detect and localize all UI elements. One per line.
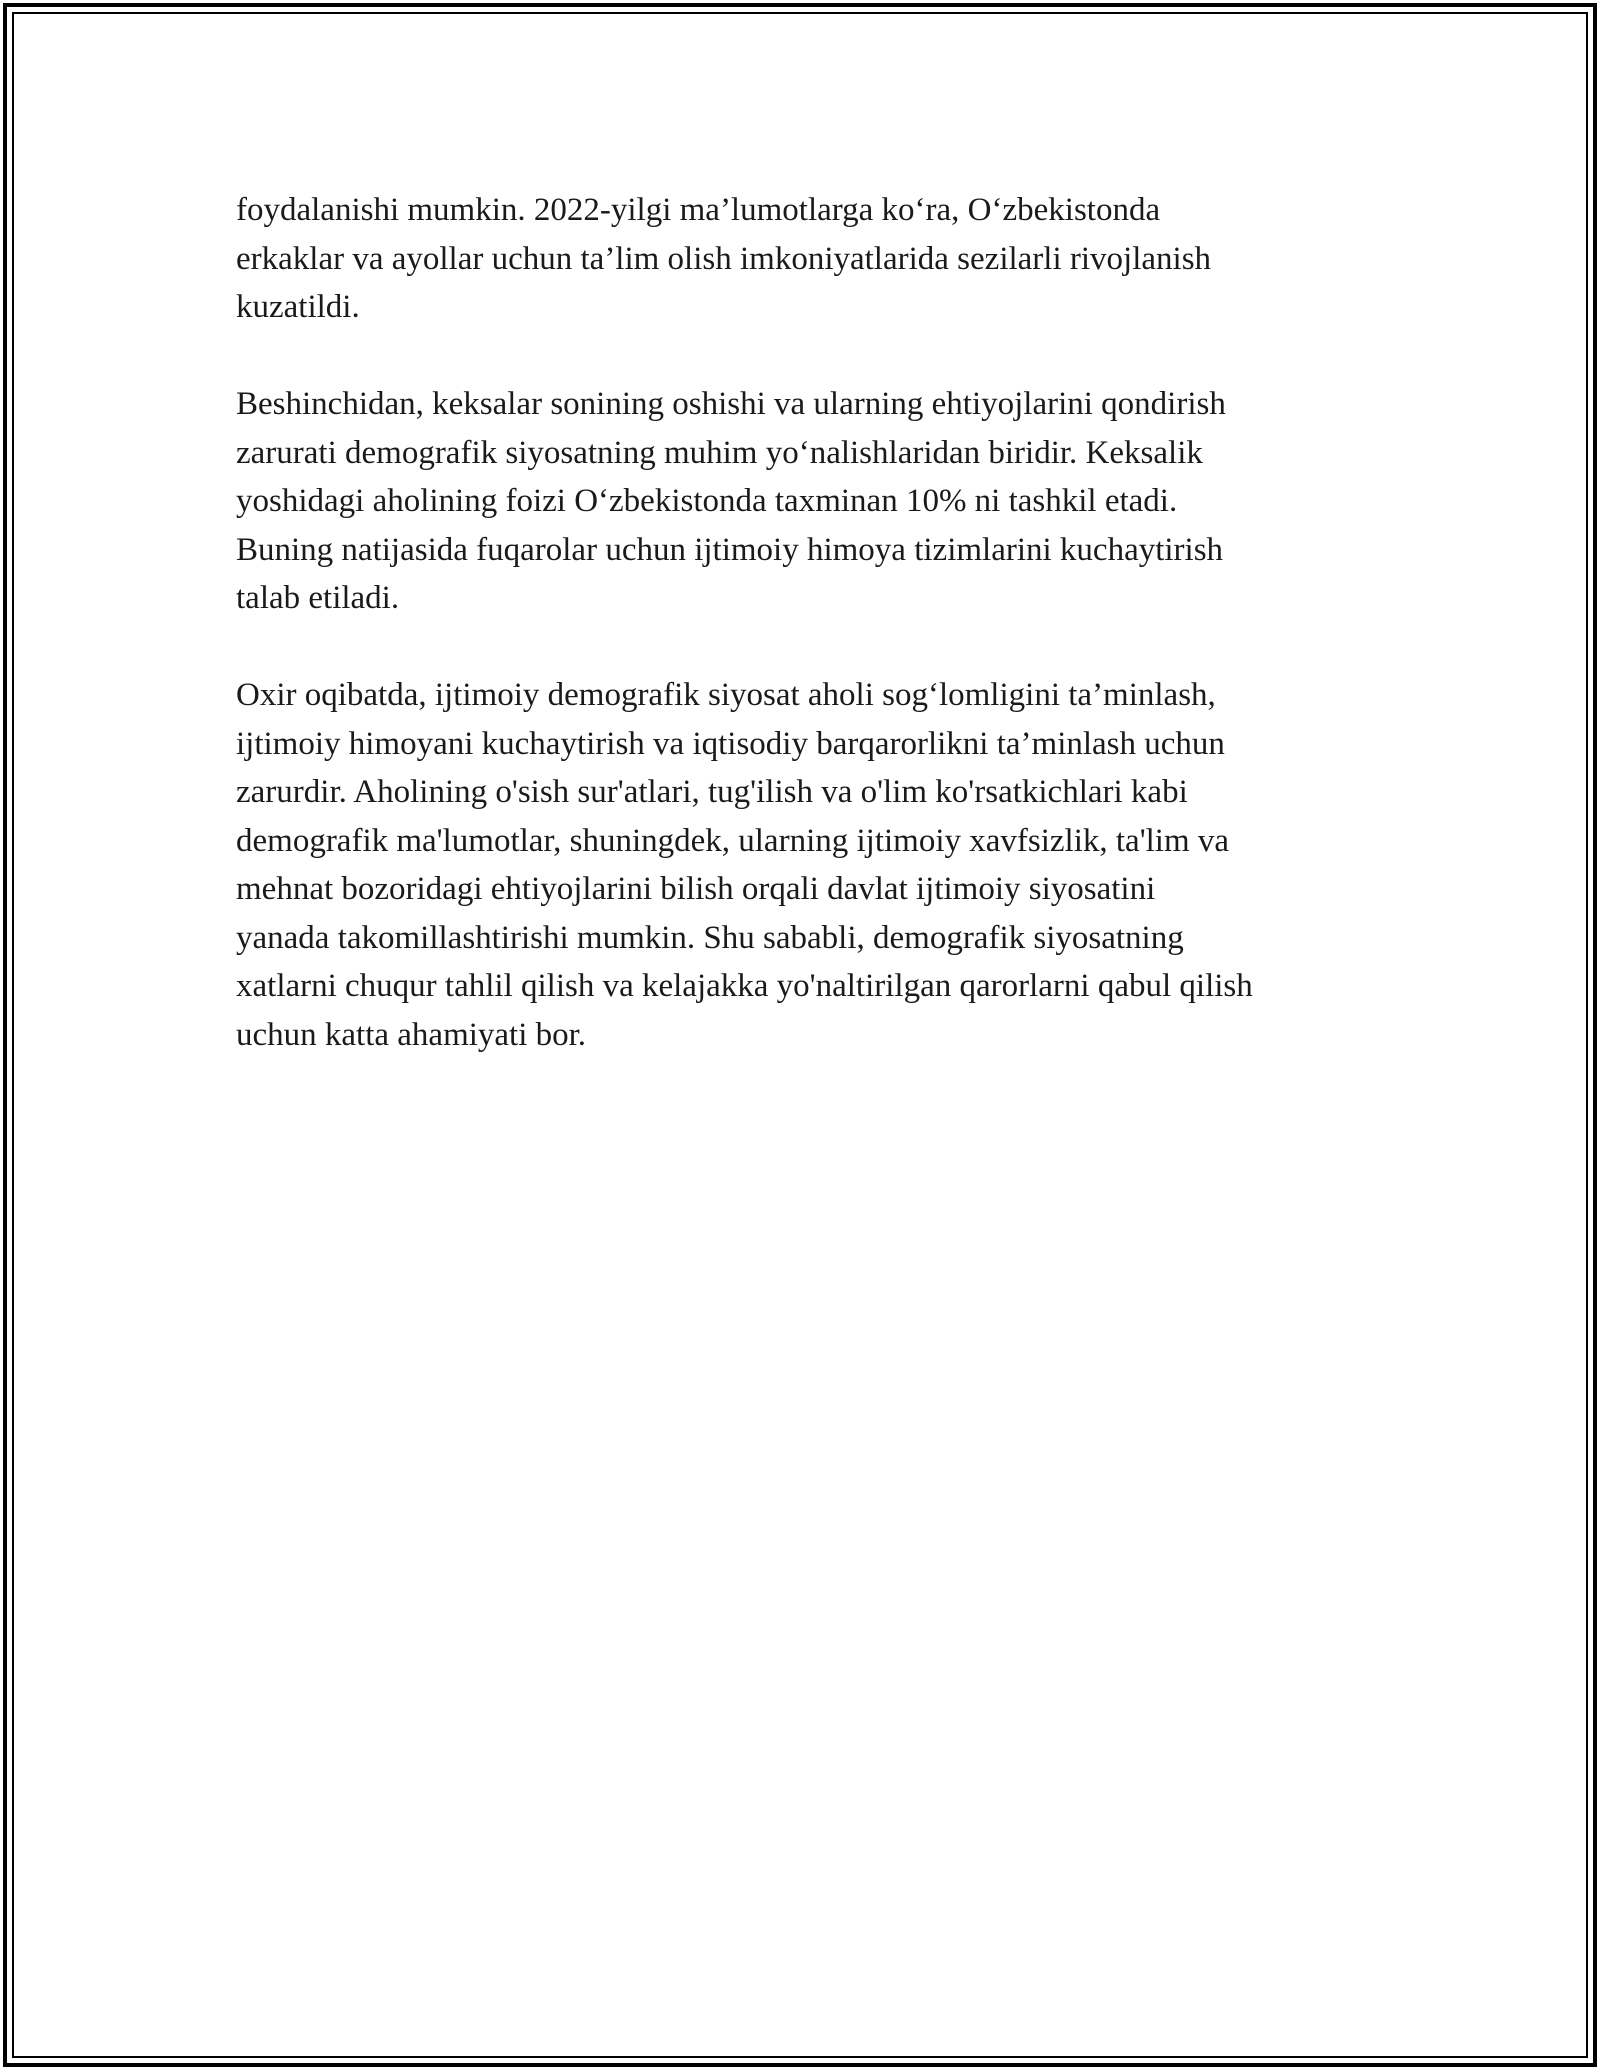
paragraph-2: Beshinchidan, keksalar sonining oshishi va ularning ehtiyojlarini qondirish zarurati demografik siyosatning muhim yoʻnalishlaridan biridir. Keksalik yoshidagi aholining foizi Oʻzbekistonda taxminan 10% ni tashkil etadi. Buning natijasida fuqarolar uchun ijtimoiy himoya tizimlarini kuchaytirish talab etiladi.	[236, 386, 1226, 616]
paragraph-1: foydalanishi mumkin. 2022-yilgi ma’lumotlarga koʻra, Oʻzbekistonda erkaklar va ayollar uchun ta’lim olish imkoniyatlarida sezilarli rivojlanish kuzatildi.	[236, 192, 1212, 325]
document-body	[236, 186, 1376, 1108]
paragraph-3: Oxir oqibatda, ijtimoiy demografik siyosat aholi sogʻlomligini ta’minlash, ijtimoiy himoyani kuchaytirish va iqtisodiy barqarorlikni ta’minlash uchun zarurdir. Aholining o'sish sur'atlari, tug'ilish va o'lim ko'rsatkichlari kabi demografik ma'lumotlar, shuningdek, ularning ijtimoiy xavfsizlik, ta'lim va mehnat bozoridagi ehtiyojlarini bilish orqali davlat ijtimoiy siyosatini yanada takomillashtirishi mumkin. Shu sababli, demografik siyosatning xatlarni chuqur tahlil qilish va kelajakka yo'naltirilgan qarorlarni qabul qilish uchun katta ahamiyati bor.	[236, 677, 1253, 1053]
